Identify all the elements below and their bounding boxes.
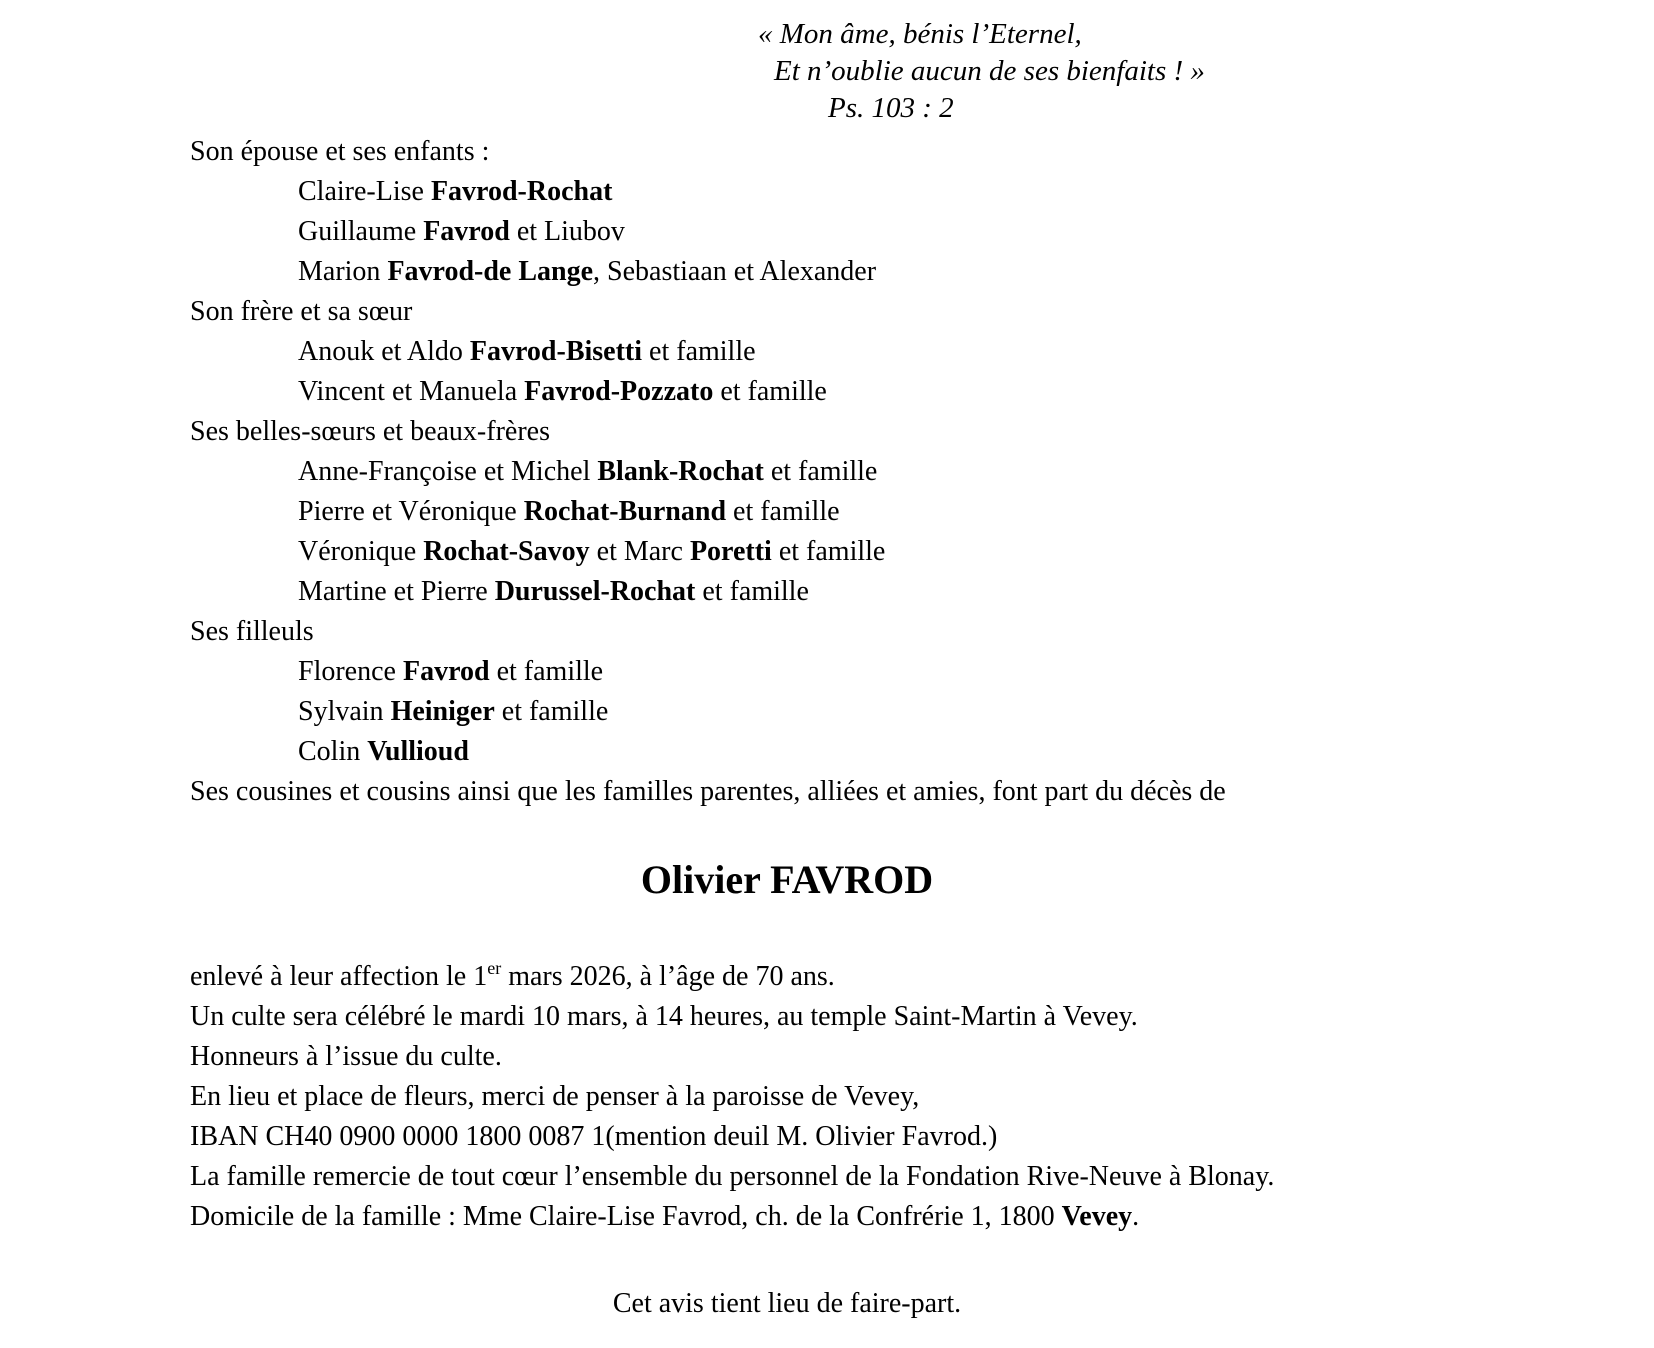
- text-segment: et Liubov: [509, 216, 625, 247]
- announcement-line-iban: [190, 1117, 1550, 1157]
- text-segment: Florence: [298, 656, 403, 687]
- family-entry: [190, 532, 1490, 572]
- announcement-line-flowers: [190, 1077, 1550, 1117]
- text-segment: IBAN CH40 0900 0000 1800 0087 1(mention deuil M. Olivier Favrod.): [190, 1121, 998, 1152]
- text-segment: Domicile de la famille : Mme Claire-Lise Favrod, ch. de la Confrérie 1, 1800: [190, 1201, 1062, 1232]
- section-header-in-laws: Ses belles-sœurs et beaux-frères: [190, 416, 550, 447]
- surname-bold: Durussel-Rochat: [494, 576, 696, 607]
- text-segment: et famille: [726, 496, 840, 527]
- text-segment: Un culte sera célébré le mardi 10 mars, à 14 heures, au temple Saint-Martin à Vevey.: [190, 1001, 1138, 1032]
- family-entry: [190, 252, 1490, 292]
- text-segment: Véronique: [298, 536, 424, 567]
- text-segment: .: [1132, 1201, 1140, 1232]
- surname-bold: Favrod: [423, 216, 510, 247]
- surname-bold: Blank-Rochat: [597, 456, 764, 487]
- surname-bold: Vevey: [1061, 1201, 1133, 1232]
- family-entry: [190, 172, 1490, 212]
- text-segment: Pierre et Véronique: [298, 496, 524, 527]
- text-segment: Marion: [298, 256, 388, 287]
- family-entry: [190, 652, 1490, 692]
- family-entry: [190, 692, 1490, 732]
- surname-bold: Heiniger: [390, 696, 495, 727]
- text-segment: Colin: [298, 736, 368, 767]
- announcement-line-address: [190, 1197, 1550, 1237]
- family-entry: [190, 372, 1490, 412]
- text-segment: et famille: [771, 536, 886, 567]
- family-entry: [190, 492, 1490, 532]
- quote-reference: Ps. 103 : 2: [828, 92, 954, 124]
- text-segment: et famille: [642, 336, 756, 367]
- deceased-name-heading: Olivier FAVROD: [640, 857, 934, 902]
- text-segment: et famille: [489, 656, 604, 687]
- text-segment: Martine et Pierre: [298, 576, 495, 607]
- surname-bold: Favrod-Bisetti: [469, 336, 643, 367]
- surname-bold: Favrod-Pozzato: [524, 376, 714, 407]
- family-entry: [190, 332, 1490, 372]
- text-segment: et Marc: [589, 536, 690, 567]
- family-list: [190, 132, 1490, 812]
- family-entry: [190, 572, 1490, 612]
- announcement-line-thanks: [190, 1157, 1550, 1197]
- ordinal-superscript: er: [487, 958, 502, 978]
- surname-bold: Rochat-Savoy: [423, 536, 590, 567]
- surname-bold: Vullioud: [367, 736, 469, 767]
- quote-line-1: « Mon âme, bénis l’Eternel,: [758, 18, 1082, 50]
- text-segment: et famille: [763, 456, 878, 487]
- family-entry: [190, 212, 1490, 252]
- announcement-body: [190, 957, 1550, 1237]
- family-closing-line: Ses cousines et cousins ainsi que les familles parentes, alliées et amies, font part du décès de: [190, 776, 1226, 807]
- text-segment: Honneurs à l’issue du culte.: [190, 1041, 502, 1072]
- text-segment: mars 2026, à l’âge de 70 ans.: [501, 961, 835, 992]
- footer-note: Cet avis tient lieu de faire-part.: [612, 1288, 962, 1319]
- text-segment: , Sebastiaan et Alexander: [593, 256, 877, 287]
- text-segment: et famille: [713, 376, 827, 407]
- scripture-quote: [0, 16, 1205, 127]
- surname-bold: Rochat-Burnand: [523, 496, 727, 527]
- text-segment: La famille remercie de tout cœur l’ensemble du personnel de la Fondation Rive-Neuve à Blonay.: [190, 1161, 1275, 1192]
- surname-bold: Poretti: [689, 536, 772, 567]
- section-header-siblings: Son frère et sa sœur: [190, 296, 413, 327]
- text-segment: et famille: [695, 576, 809, 607]
- family-entry: [190, 732, 1490, 772]
- quote-line-2: Et n’oublie aucun de ses bienfaits ! »: [774, 55, 1205, 87]
- announcement-line-death-date: [190, 957, 1550, 997]
- section-header-godchildren: Ses filleuls: [190, 616, 314, 647]
- surname-bold: Favrod: [402, 656, 490, 687]
- surname-bold: Favrod-de Lange: [387, 256, 594, 287]
- announcement-line-service: [190, 997, 1550, 1037]
- text-segment: enlevé à leur affection le 1: [190, 961, 488, 992]
- text-segment: Claire-Lise: [298, 176, 431, 207]
- text-segment: Anne-Françoise et Michel: [298, 456, 598, 487]
- surname-bold: Favrod-Rochat: [430, 176, 613, 207]
- announcement-line-honours: [190, 1037, 1550, 1077]
- family-entry: [190, 452, 1490, 492]
- section-header-spouse-children: Son épouse et ses enfants :: [190, 136, 490, 167]
- text-segment: et famille: [494, 696, 609, 727]
- text-segment: En lieu et place de fleurs, merci de penser à la paroisse de Vevey,: [190, 1081, 920, 1112]
- text-segment: Anouk et Aldo: [298, 336, 470, 367]
- text-segment: Guillaume: [298, 216, 424, 247]
- text-segment: Vincent et Manuela: [298, 376, 525, 407]
- text-segment: Sylvain: [298, 696, 391, 727]
